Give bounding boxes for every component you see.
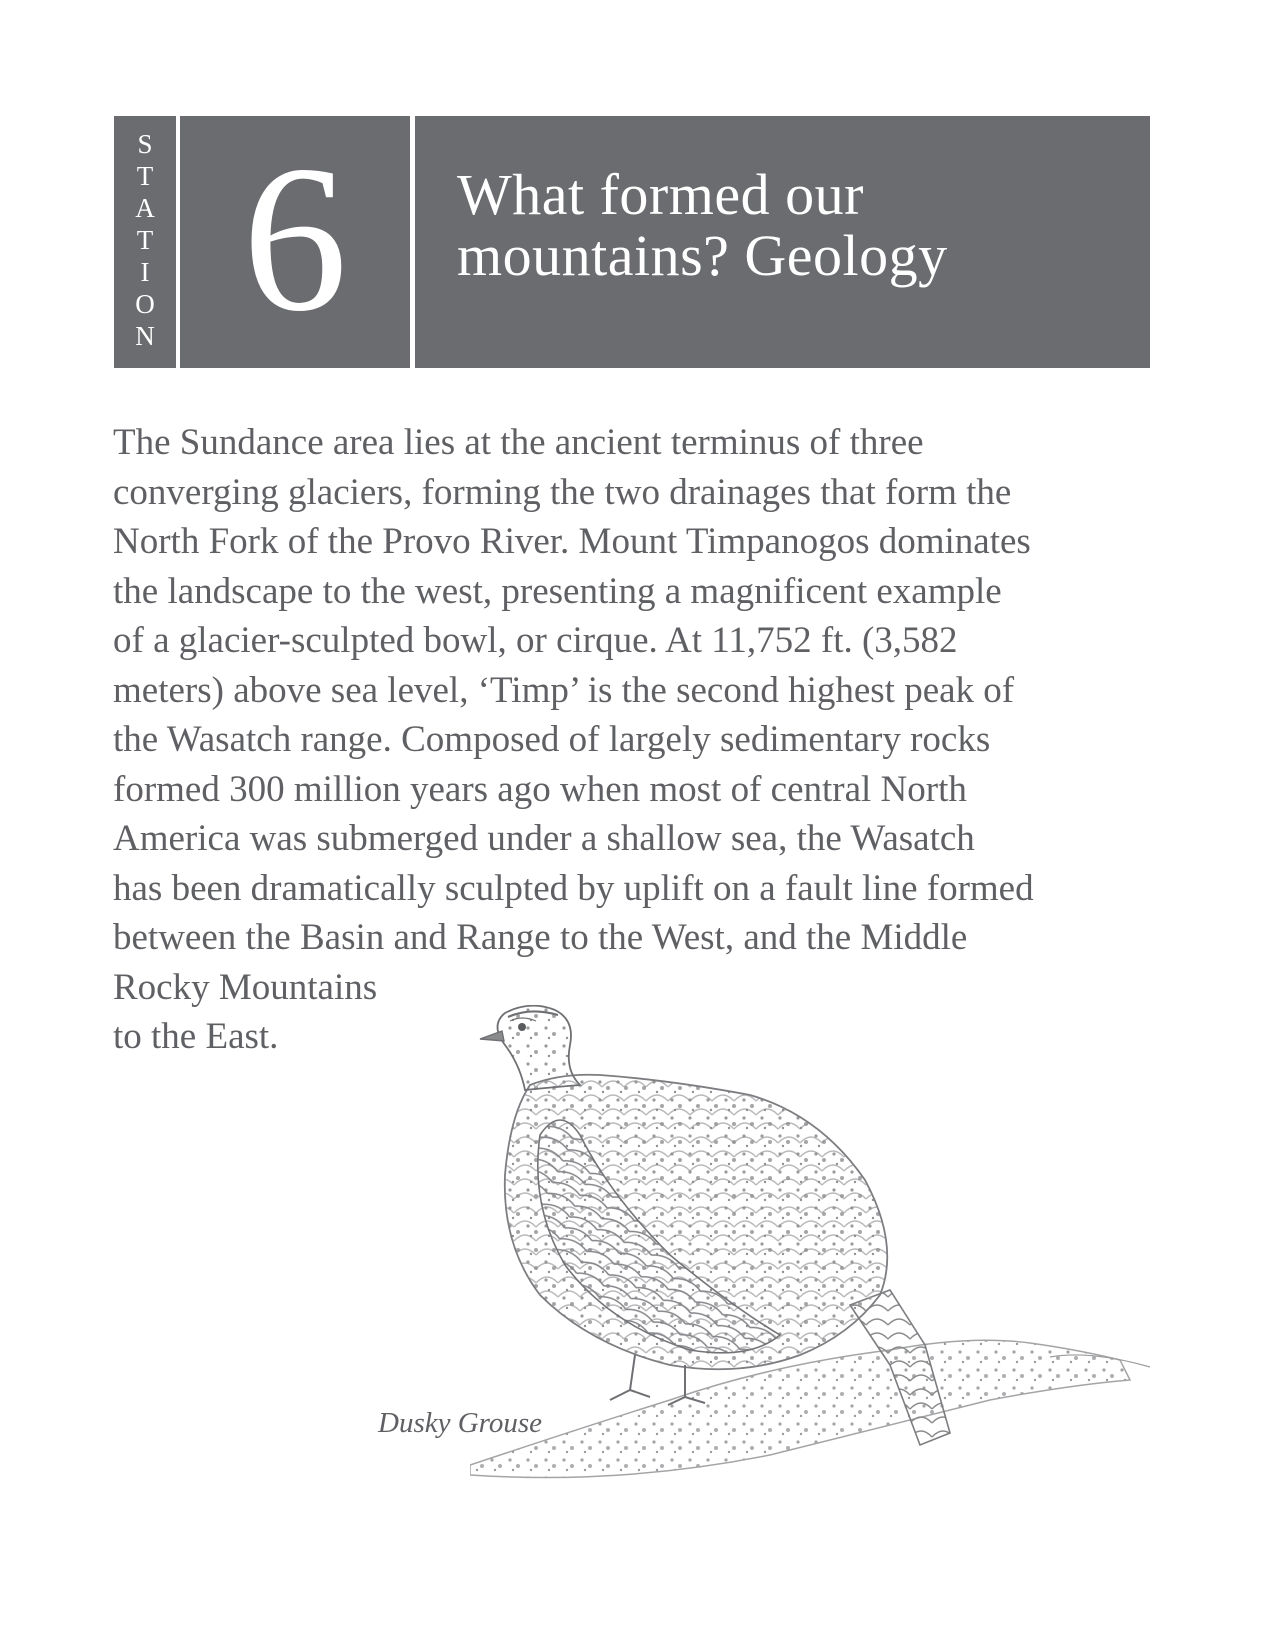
station-letter: T xyxy=(136,161,154,191)
body-line: Rocky Mountains xyxy=(113,966,378,1008)
page-title xyxy=(457,164,1137,286)
body-line: America was submerged under a shallow sea, the Wasatch xyxy=(113,818,975,859)
station-letter: O xyxy=(135,289,155,319)
body-line: the Wasatch range. Composed of largely sedimentary rocks xyxy=(113,719,991,760)
illustration-caption: Dusky Grouse xyxy=(378,1407,543,1439)
body-line: meters) above sea level, ‘Timp’ is the second highest peak of xyxy=(113,669,1015,711)
body-line: converging glaciers, forming the two drainages that form the xyxy=(113,471,1012,513)
body-line: has been dramatically sculpted by uplift on a fault line formed xyxy=(113,867,1034,909)
body-line: of a glacier-sculpted bowl, or cirque. At 11,752 ft. (3,582 xyxy=(113,620,958,661)
station-number: 6 xyxy=(242,123,348,355)
station-header xyxy=(114,116,1150,368)
station-label-block xyxy=(114,116,176,368)
body-line: The Sundance area lies at the ancient terminus of three xyxy=(113,422,924,463)
body-line: the landscape to the west, presenting a magnificent example xyxy=(113,570,1002,612)
station-letter: A xyxy=(135,193,155,223)
station-label xyxy=(114,128,176,352)
body-line: to the East. xyxy=(113,1016,279,1057)
station-letter: I xyxy=(140,257,150,287)
station-number-block xyxy=(180,116,410,368)
title-block xyxy=(415,116,1150,368)
body-line: North Fork of the Provo River. Mount Timpanogos dominates xyxy=(113,521,1031,562)
body-line: formed 300 million years ago when most of central North xyxy=(113,768,967,810)
station-letter: N xyxy=(135,321,155,351)
grouse-illustration xyxy=(470,1005,1150,1525)
title-line: What formed our xyxy=(457,162,864,227)
body-paragraph xyxy=(113,418,1173,1062)
body-line: between the Basin and Range to the West, and the Middle xyxy=(113,917,968,958)
title-line: mountains? Geology xyxy=(457,223,948,288)
station-letter: S xyxy=(137,129,153,159)
station-letter: T xyxy=(136,225,154,255)
